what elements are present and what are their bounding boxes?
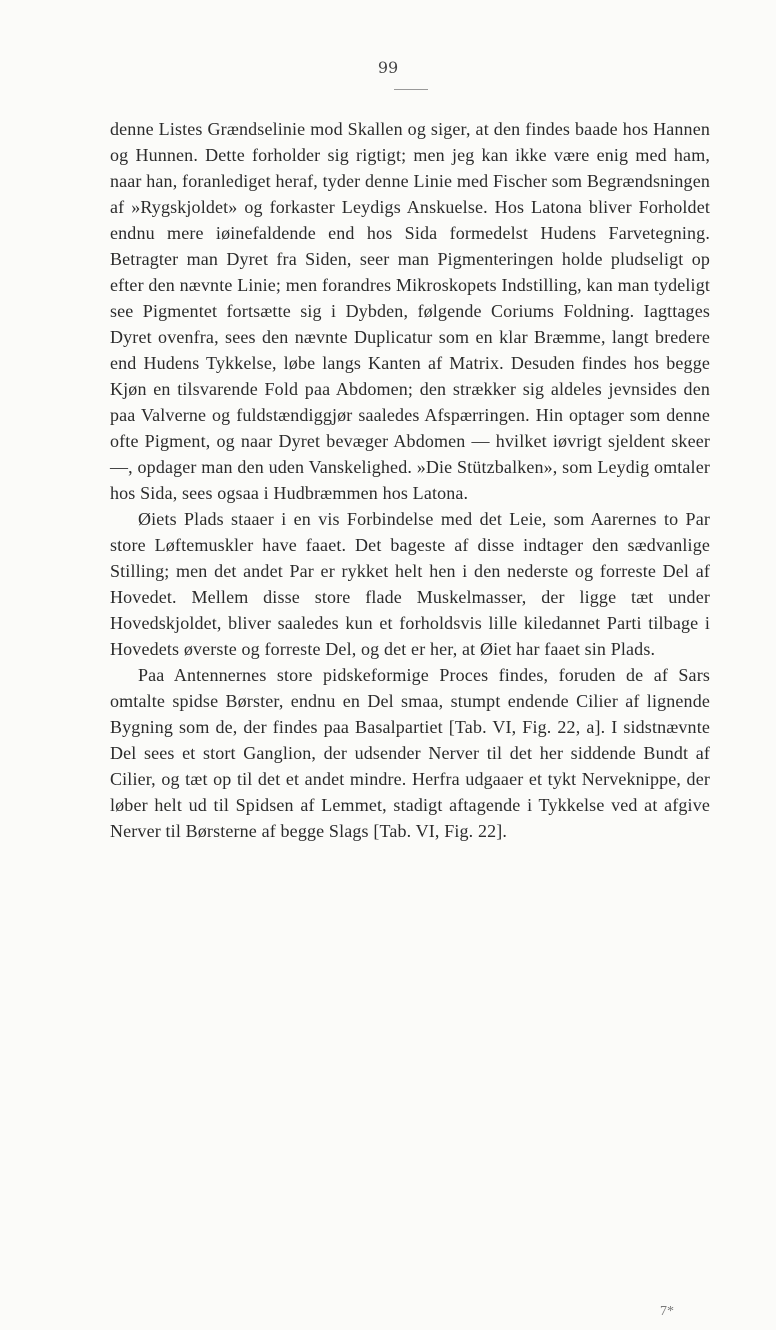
body-text [110,116,710,844]
paragraph-1: denne Listes Grændselinie mod Skallen og siger, at den findes baade hos Hannen og Hunnen. Dette forholder sig rigtigt; men jeg kan ikke være enig med ham, naar han, foranlediget heraf, tyder denne Linie med Fischer som Begrændsningen af »Rygskjoldet» og forkaster Leydigs Anskuelse. Hos Latona bliver Forholdet endnu mere iøinefaldende end hos Sida formedelst Hudens Farvetegning. Betragter man Dyret fra Siden, seer man Pigmenteringen holde pludseligt op efter den nævnte Linie; men forandres Mikroskopets Indstilling, kan man tydeligt see Pigmentet fortsætte sig i Dybden, følgende Coriums Foldning. Iagttages Dyret ovenfra, sees den nævnte Duplicatur som en klar Bræmme, langt bredere end Hudens Tykkelse, løbe langs Kanten af Matrix. Desuden findes hos begge Kjøn en tilsvarende Fold paa Abdomen; den strækker sig aldeles jevnsides den paa Valverne og fuldstændiggjør saaledes Afspærringen. Hin optager som denne ofte Pigment, og naar Dyret bevæger Abdomen — hvilket iøvrigt sjeldent skeer —, opdager man den uden Vanskelighed. »Die Stützbalken», som Leydig omtaler hos Sida, sees ogsaa i Hudbræmmen hos Latona. [110,119,710,503]
page-number-rule [394,89,428,90]
page-number: 99 [377,58,399,77]
signature-mark: 7* [660,1304,674,1319]
paragraph-3: Paa Antennernes store pidskeformige Proces findes, foruden de af Sars omtalte spidse Børster, endnu en Del smaa, stumpt endende Cilier af lignende Bygning som de, der findes paa Basalpartiet [Tab. VI, Fig. 22, a]. I sidstnævnte Del sees et stort Ganglion, der udsender Nerver til det her siddende Bundt af Cilier, og tæt op til det et andet mindre. Herfra udgaaer et tykt Nerveknippe, der løber helt ud til Spidsen af Lemmet, stadigt aftagende i Tykkelse ved at afgive Nerver til Børsterne af begge Slags [Tab. VI, Fig. 22]. [110,665,710,841]
paragraph-2: Øiets Plads staaer i en vis Forbindelse med det Leie, som Aarernes to Par store Løftemuskler have faaet. Det bageste af disse indtager den sædvanlige Stilling; men det andet Par er rykket helt hen i den nederste og forreste Del af Hovedet. Mellem disse store flade Muskelmasser, der ligge tæt under Hovedskjoldet, bliver saaledes kun et forholdsvis lille kiledannet Parti tilbage i Hovedets øverste og forreste Del, og det er her, at Øiet har faaet sin Plads. [110,509,710,659]
